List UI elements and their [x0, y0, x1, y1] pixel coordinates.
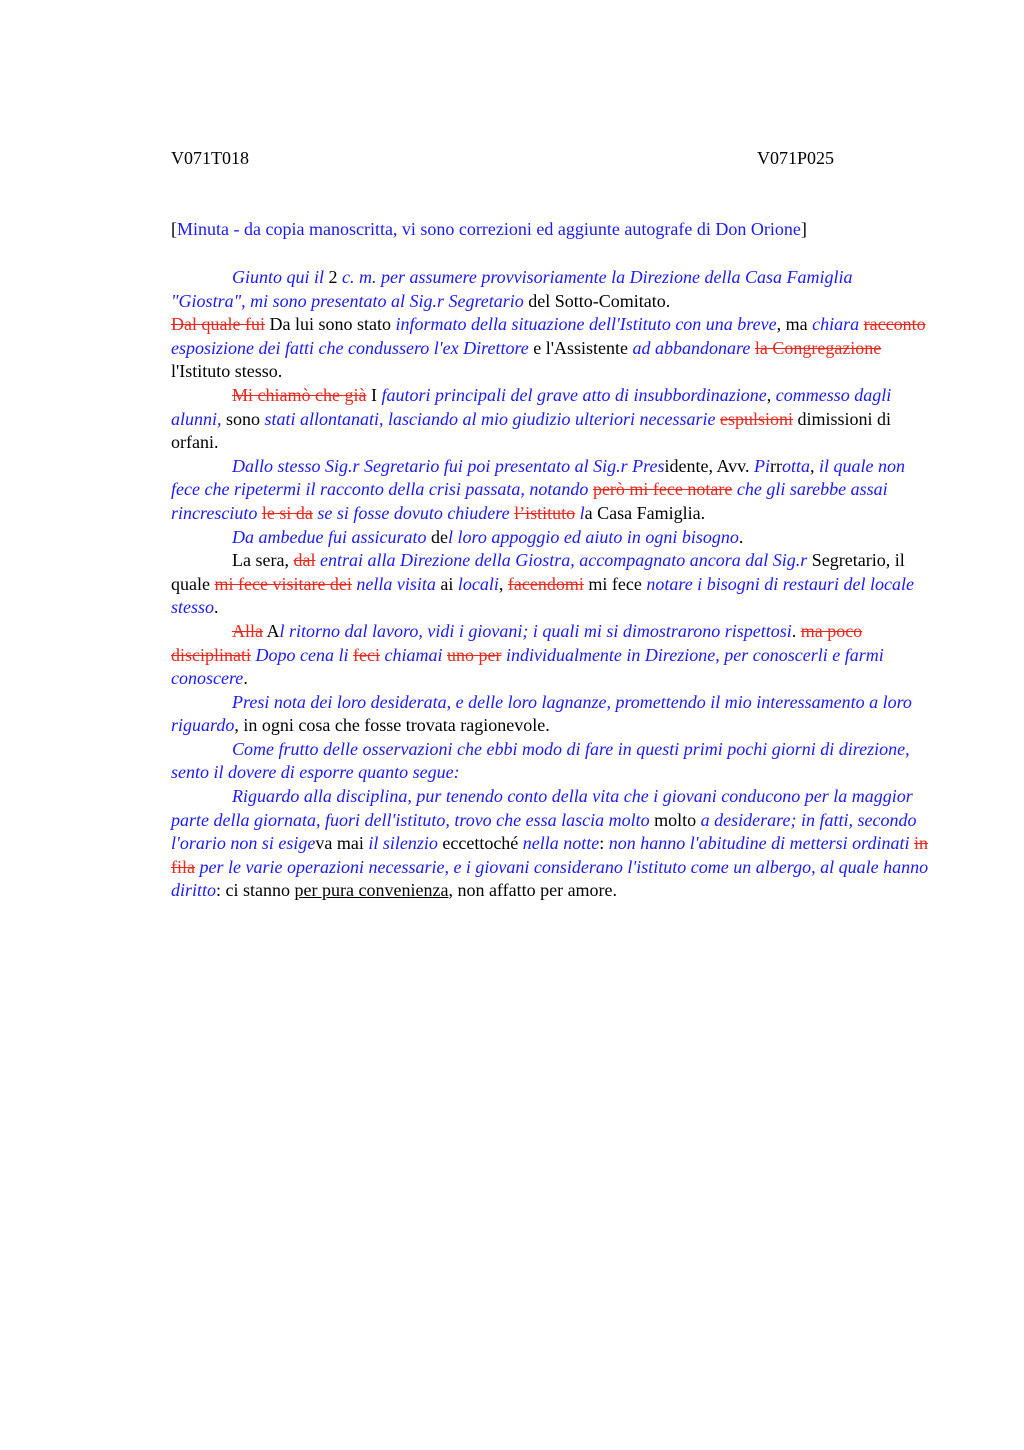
paragraph [171, 266, 931, 313]
original-text: : ci stanno [216, 880, 295, 901]
original-text: idente, Avv. [664, 455, 754, 476]
deleted-text: mi fece visitare dei [214, 573, 352, 594]
deleted-text: feci [352, 644, 380, 665]
document-body [171, 266, 931, 903]
deleted-text: dal [293, 550, 316, 571]
inserted-text: informato della situazione dell'Istituto con una breve [395, 314, 777, 335]
editorial-note [171, 218, 931, 241]
original-text: l'Istituto stesso. [171, 361, 283, 382]
inserted-text: c. m. per assumere provvisoriamente la Direzione della Casa Famiglia "Giostra", mi sono presentato al Sig.r Segretario [171, 267, 853, 311]
original-text: de [426, 526, 448, 547]
deleted-text: Dal quale fui [171, 314, 265, 335]
inserted-text: nella visita [356, 573, 436, 594]
original-text: A [263, 620, 280, 641]
original-text: mi fece [583, 573, 647, 594]
original-text: 2 [324, 267, 343, 287]
deleted-text: però mi fece notare [592, 479, 733, 500]
inserted-text: a desiderare; in fatti, secondo l'orario non si esige [171, 809, 917, 854]
original-text: sono [221, 408, 265, 429]
paragraph [171, 384, 931, 455]
original-text: . [243, 668, 248, 689]
inserted-text: il quale non fece che ripetermi il racconto della crisi passata, notando [171, 455, 905, 500]
inserted-text: locali [457, 573, 499, 594]
paragraph [171, 738, 931, 785]
note-text: Minuta - da copia manoscritta, vi sono correzioni ed aggiunte autografe di Don Orione [177, 219, 801, 239]
inserted-text: fautori principali del grave atto di insubbordinazione [381, 384, 767, 405]
original-text: e l'Assistente [528, 337, 633, 358]
inserted-text: chiara [812, 314, 860, 335]
paragraph [171, 526, 931, 550]
deleted-text: ma poco disciplinati [171, 620, 863, 665]
original-text: ai [435, 573, 458, 594]
inserted-text: il silenzio [368, 833, 438, 854]
inserted-text: Come frutto delle osservazioni che ebbi modo di fare in questi primi pochi giorni di direzione, sento il dovere di esporre quanto segue: [171, 738, 910, 783]
inserted-text: Dallo stesso Sig.r Segretario fui poi presentato al Sig.r Pres [232, 455, 665, 476]
inserted-text: l loro appoggio ed aiuto in ogni bisogno [447, 526, 739, 547]
inserted-text: se si fosse dovuto chiudere [317, 502, 510, 523]
original-text: . [738, 526, 744, 547]
original-text: Da lui sono stato [264, 314, 396, 335]
paragraph [171, 620, 931, 691]
deleted-text: in fila [171, 833, 928, 877]
original-text: , [766, 384, 776, 405]
deleted-text: uno per [446, 644, 502, 665]
inserted-text: notare i bisogni di restauri del locale stesso [171, 573, 915, 618]
paragraph [171, 455, 931, 526]
original-text: I [366, 384, 382, 405]
inserted-text: Riguardo alla disciplina, pur tenendo conto della vita che i giovani conducono per la maggior parte della giornata, fuori dell'istituto, trovo che essa lascia molto [171, 786, 913, 830]
original-text: , in ogni cosa che fosse trovata ragionevole. [234, 715, 550, 736]
deleted-text: le si da [261, 502, 313, 523]
inserted-text: esposizione dei fatti che condussero l'ex Direttore [171, 337, 529, 358]
original-text: va mai [315, 833, 369, 854]
original-text: , [810, 455, 819, 476]
inserted-text: l ritorno dal lavoro, vidi i giovani; i quali mi si dimostrarono rispettosi [279, 620, 792, 641]
document-code-left: V071T018 [171, 148, 249, 168]
inserted-text: entrai alla Direzione della Giostra, accompagnato ancora dal Sig.r [319, 550, 808, 571]
original-text: . [791, 620, 801, 641]
deleted-text: Mi chiamò che già [232, 384, 367, 405]
inserted-text: Dopo cena li [255, 644, 349, 665]
inserted-text: nella notte [522, 833, 600, 854]
inserted-text: per le varie operazioni necessarie, e i giovani considerano l'istituto come un albergo, al quale hanno diritto [171, 856, 929, 901]
note-bracket-close: ] [800, 219, 807, 239]
original-text: dimissioni di orfani. [171, 408, 892, 453]
original-text: eccettoché [437, 833, 523, 854]
inserted-text: Giunto qui il [232, 267, 325, 287]
original-text: del Sotto-Comitato. [523, 290, 671, 311]
original-text: rr [769, 455, 782, 476]
original-text: a Casa Famiglia. [584, 502, 706, 523]
original-text: , non affatto per amore. [448, 880, 618, 901]
underlined-text: per pura convenienza [294, 880, 449, 901]
original-text: , [498, 573, 508, 594]
paragraph [171, 785, 931, 903]
inserted-text: che gli sarebbe assai rincresciuto [171, 479, 888, 523]
document-code-right: V071P025 [757, 148, 835, 168]
inserted-text: commesso dagli alunni, [171, 384, 892, 429]
inserted-text: stati allontanati, lasciando al mio giudizio ulteriori necessarie [264, 408, 716, 429]
deleted-text: racconto [863, 314, 926, 335]
inserted-text: ad abbandonare [632, 337, 751, 358]
deleted-text: espulsioni [720, 408, 794, 429]
original-text: Segretario, il quale [171, 550, 905, 594]
inserted-text: Da ambedue fui assicurato [232, 526, 427, 547]
paragraph [171, 313, 931, 384]
paragraph [171, 549, 931, 620]
paragraph [171, 691, 931, 738]
inserted-text: non hanno l'abitudine di mettersi ordinati [608, 833, 910, 854]
inserted-text: Pi [753, 455, 770, 476]
deleted-text: la Congregazione [754, 337, 882, 358]
original-text: , ma [776, 314, 813, 335]
original-text: La sera, [232, 550, 294, 571]
deleted-text: facendomi [507, 573, 584, 594]
inserted-text: l [579, 502, 585, 523]
note-bracket-open: [ [171, 219, 177, 239]
deleted-text: l’istituto [514, 502, 576, 523]
inserted-text: chiamai [384, 644, 443, 665]
inserted-text: otta [781, 455, 810, 476]
original-text: : [599, 833, 609, 854]
inserted-text: Presi nota dei loro desiderata, e delle loro lagnanze, promettendo il mio interessamento a loro riguardo [171, 691, 912, 736]
original-text: . [214, 597, 219, 618]
original-text: molto [649, 809, 701, 830]
deleted-text: Alla [232, 620, 263, 641]
inserted-text: individualmente in Direzione, per conoscerli e farmi conoscere [171, 644, 884, 689]
